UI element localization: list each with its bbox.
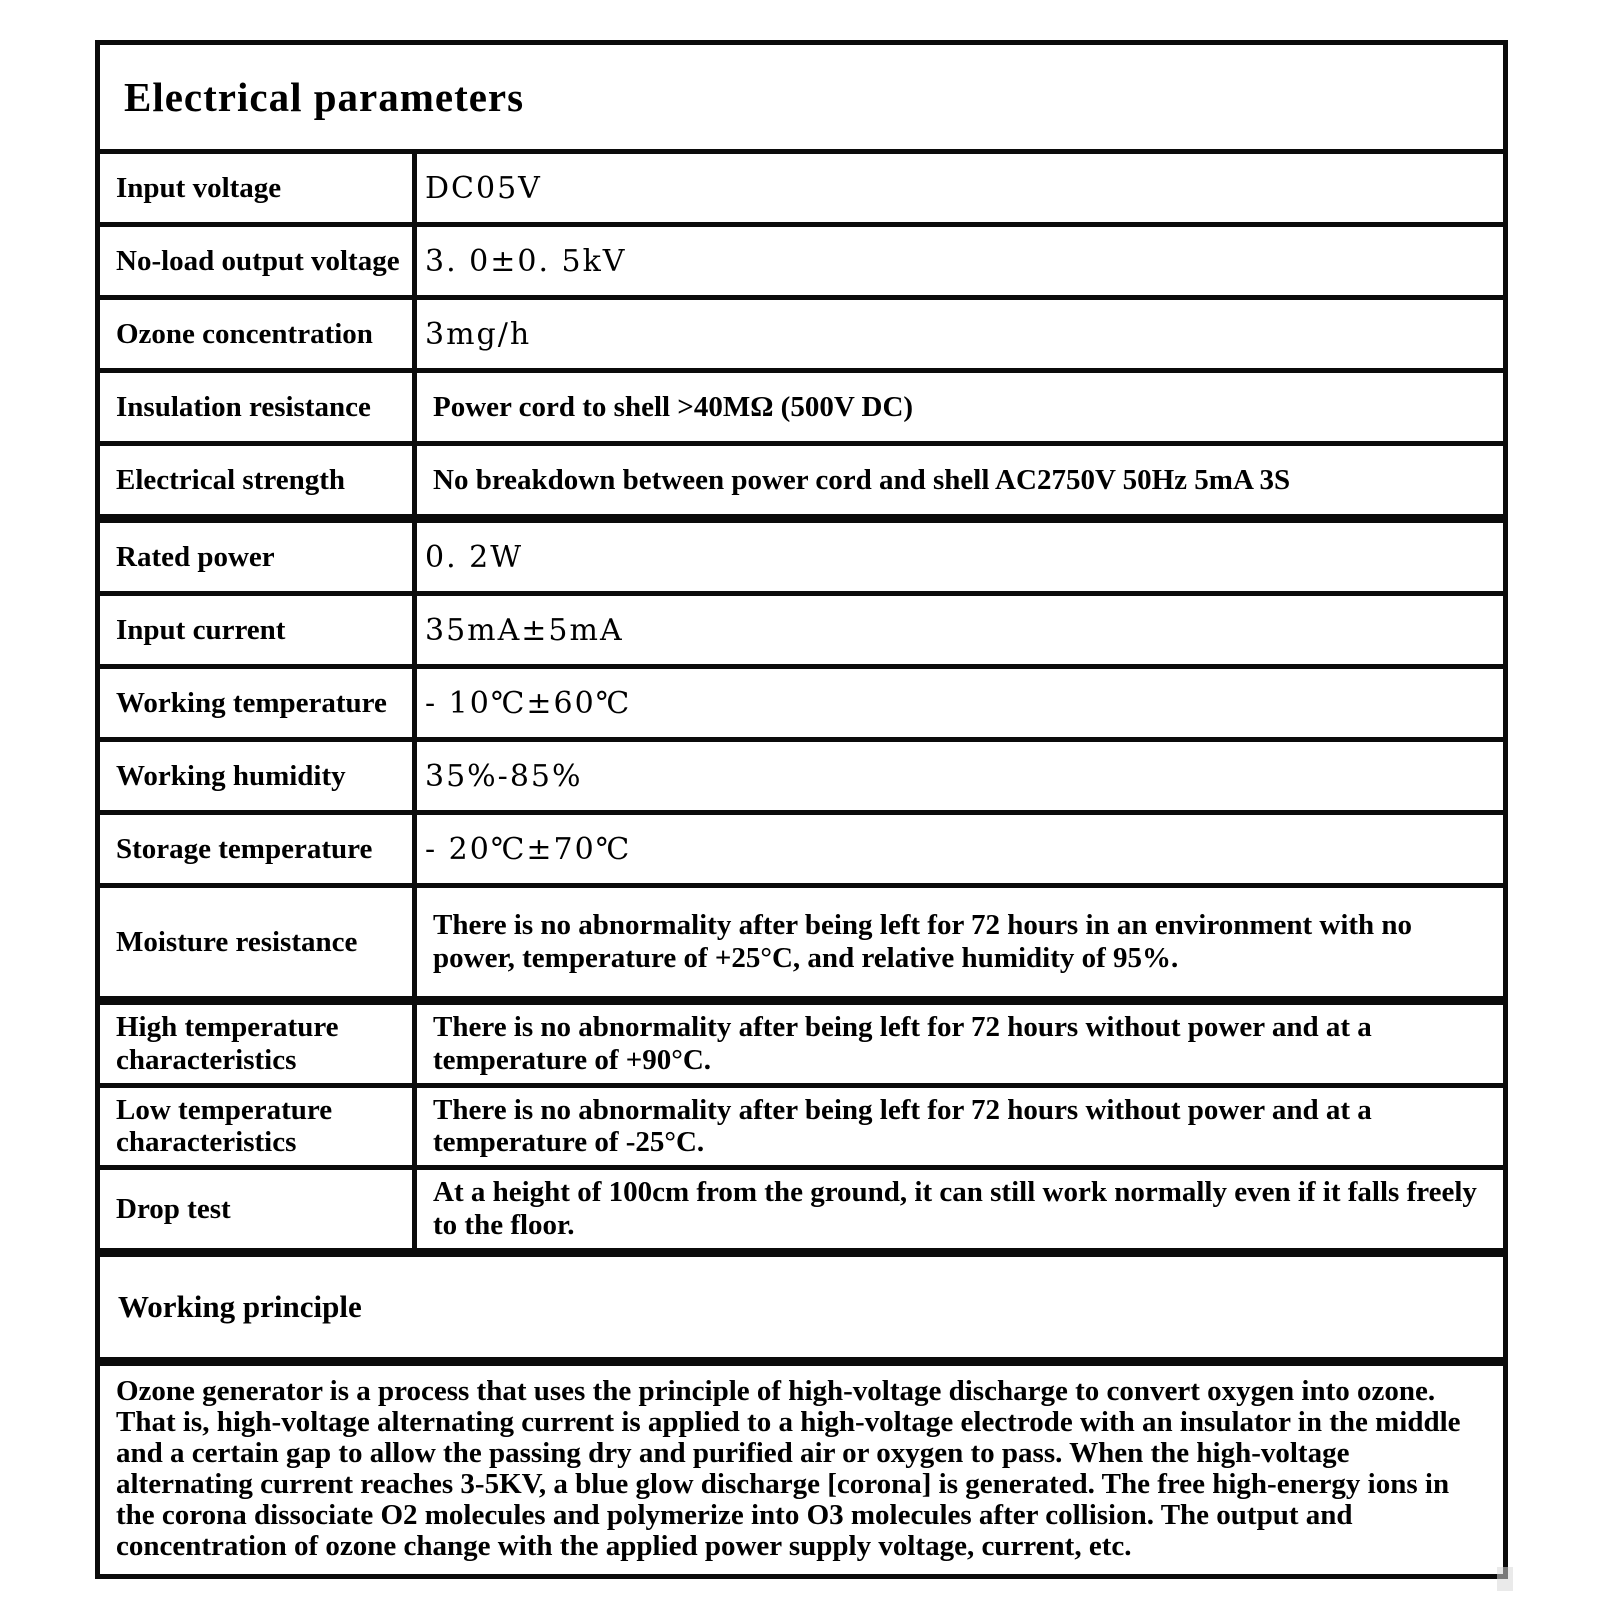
row-value: - 10℃±60℃ <box>415 667 1506 740</box>
table-row <box>98 886 1506 1001</box>
row-value: 3. 0±0. 5kV <box>415 225 1506 298</box>
row-value: At a height of 100cm from the ground, it can still work normally even if it falls freely to the floor. <box>415 1168 1506 1253</box>
table-row <box>98 371 1506 444</box>
row-label: Drop test <box>98 1168 415 1253</box>
row-label: Input voltage <box>98 152 415 225</box>
row-value: There is no abnormality after being left for 72 hours without power and at a temperature of +90°C. <box>415 1001 1506 1086</box>
row-value: There is no abnormality after being left for 72 hours without power and at a temperature of -25°C. <box>415 1085 1506 1168</box>
table-title-row <box>98 43 1506 152</box>
row-label: No-load output voltage <box>98 225 415 298</box>
working-principle-text: Ozone generator is a process that uses the principle of high-voltage discharge to convert oxygen into ozone. That is, high-voltage alternating current is applied to a high-voltage electrode with an insulator in the middle and a certain gap to allow the passing dry and purified air or oxygen to pass. When the high-voltage alternating current reaches 3-5KV, a blue glow discharge [corona] is generated. The free high-energy ions in the corona dissociate O2 molecules and polymerize into O3 molecules after collision. The output and concentration of ozone change with the applied power supply voltage, current, etc. <box>98 1361 1506 1576</box>
table-row <box>98 594 1506 667</box>
table-body <box>98 43 1506 1577</box>
watermark-smudge <box>1497 1567 1513 1591</box>
row-label: High temperature characteristics <box>98 1001 415 1086</box>
table-row <box>98 152 1506 225</box>
row-value: 35%-85% <box>415 740 1506 813</box>
table-title: Electrical parameters <box>98 43 1506 152</box>
table-row <box>98 667 1506 740</box>
working-principle-heading: Working principle <box>98 1252 1506 1361</box>
row-value: - 20℃±70℃ <box>415 813 1506 886</box>
row-value: DC05V <box>415 152 1506 225</box>
row-label: Ozone concentration <box>98 298 415 371</box>
table-row <box>98 519 1506 594</box>
row-value: 3mg/h <box>415 298 1506 371</box>
row-value: No breakdown between power cord and shell AC2750V 50Hz 5mA 3S <box>415 444 1506 519</box>
row-label: Working humidity <box>98 740 415 813</box>
row-label: Low temperature characteristics <box>98 1085 415 1168</box>
row-label: Storage temperature <box>98 813 415 886</box>
table-row <box>98 298 1506 371</box>
row-label: Working temperature <box>98 667 415 740</box>
row-label: Rated power <box>98 519 415 594</box>
table-row <box>98 1085 1506 1168</box>
row-value: Power cord to shell >40MΩ (500V DC) <box>415 371 1506 444</box>
table-row <box>98 1001 1506 1086</box>
row-value: 0. 2W <box>415 519 1506 594</box>
electrical-parameters-table <box>95 40 1508 1579</box>
table-row <box>98 444 1506 519</box>
table-row <box>98 740 1506 813</box>
row-label: Input current <box>98 594 415 667</box>
row-label: Electrical strength <box>98 444 415 519</box>
row-label: Insulation resistance <box>98 371 415 444</box>
working-principle-body-row <box>98 1361 1506 1576</box>
table-row <box>98 813 1506 886</box>
table-row <box>98 225 1506 298</box>
working-principle-heading-row <box>98 1252 1506 1361</box>
row-value: There is no abnormality after being left for 72 hours in an environment with no power, temperature of +25°C, and relative humidity of 95%. <box>415 886 1506 1001</box>
row-label: Moisture resistance <box>98 886 415 1001</box>
table-row <box>98 1168 1506 1253</box>
row-value: 35mA±5mA <box>415 594 1506 667</box>
